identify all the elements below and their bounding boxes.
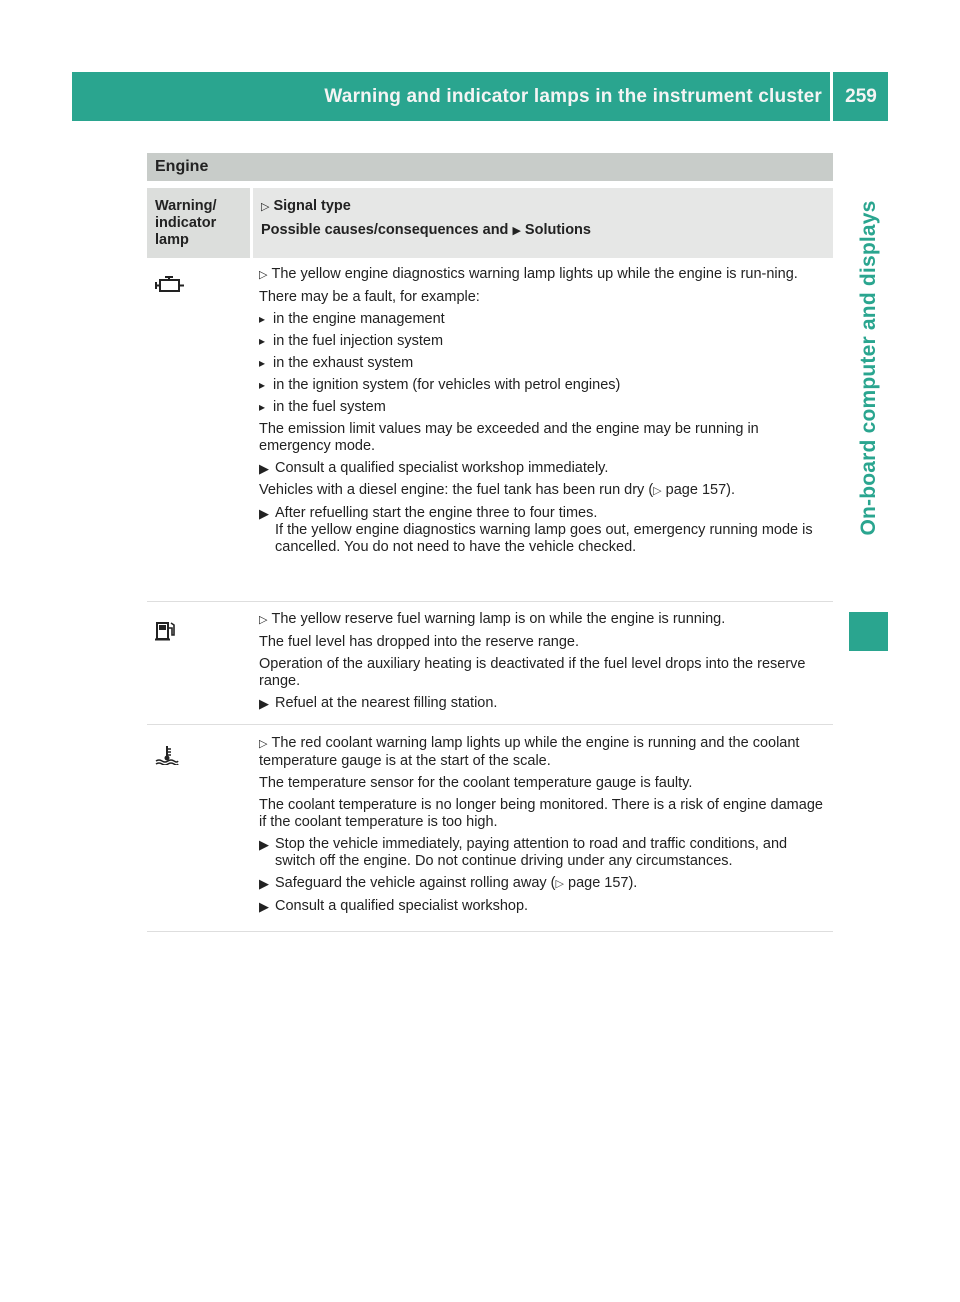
page-reference[interactable]: page 157).: [568, 875, 638, 891]
list-item: ▸ in the engine management: [259, 311, 825, 328]
solution-arrow-icon: ▶: [259, 837, 269, 852]
signal-text: The yellow engine diagnostics warning lamp lights up while the engine is run-ning.: [271, 266, 798, 282]
list-item: ▸ in the fuel system: [259, 399, 825, 416]
list-item: ▸ in the ignition system (for vehicles with petrol engines): [259, 377, 825, 394]
header-lamp-line-2: indicator: [155, 215, 217, 231]
solution-text: Consult a qualified specialist workshop immediately.: [275, 460, 609, 476]
page-reference-icon: ▷: [555, 878, 564, 890]
table-header: [147, 188, 833, 258]
cause-text: There may be a fault, for example:: [259, 289, 480, 305]
chapter-title: Warning and indicator lamps in the instrument cluster: [324, 86, 822, 107]
solution-text: Stop the vehicle immediately, paying attention to road and traffic conditions, and switch off the engine. Do not continue driving under any circumstances.: [275, 836, 788, 869]
header-signal-label: Signal type: [273, 198, 351, 214]
solution-arrow-icon: ▶: [259, 899, 269, 914]
solution-text: After refuelling start the engine three to four times.: [275, 505, 598, 521]
header-causes-label: Possible causes/consequences and: [261, 222, 509, 238]
solution-note: If the yellow engine diagnostics warning lamp goes out, emergency running mode is cancelled. You do not need to have the vehicle checked.: [275, 522, 813, 555]
solution-step: [259, 695, 825, 712]
table-row: [147, 735, 833, 932]
solution-arrow-icon: ▶: [259, 461, 269, 476]
header-lamp-line-1: Warning/: [155, 198, 217, 214]
reserve-fuel-icon: [155, 621, 187, 641]
signal-line: [259, 735, 825, 770]
solution-arrow-icon: ▶: [512, 225, 521, 237]
side-tab-label: On-board computer and displays: [856, 199, 880, 536]
side-marker: [849, 612, 888, 651]
side-chapter-tab: [849, 140, 888, 595]
cause-text: The temperature sensor for the coolant temperature gauge is faulty.: [259, 775, 693, 791]
consequence-text: The coolant temperature is no longer being monitored. There is a risk of engine damage if the coolant temperature is too high.: [259, 797, 823, 830]
signal-text: The yellow reserve fuel warning lamp is on while the engine is running.: [271, 611, 726, 627]
signal-line: [259, 611, 825, 629]
solution-text: Safeguard the vehicle against rolling away (: [275, 875, 556, 891]
table-row: [147, 266, 833, 602]
signal-type-icon: ▷: [259, 738, 268, 750]
page-reference-icon: ▷: [653, 485, 662, 497]
header-lamp-line-3: lamp: [155, 232, 189, 248]
solution-arrow-icon: ▶: [259, 876, 269, 891]
page-number: 259: [845, 86, 877, 107]
list-item: ▸ in the fuel injection system: [259, 333, 825, 350]
header-signal-line: [261, 198, 825, 216]
page-reference[interactable]: page 157).: [665, 482, 736, 498]
row-description: [259, 266, 825, 561]
solution-arrow-icon: ▶: [259, 506, 269, 521]
cause-text-prefix: Vehicles with a diesel engine: the fuel tank has been run dry (: [259, 482, 654, 498]
header-causes-line: [261, 222, 825, 240]
solution-step: [259, 460, 825, 477]
section-title: Engine: [147, 153, 833, 181]
header-solutions-label: Solutions: [524, 222, 591, 238]
signal-type-icon: ▷: [259, 614, 268, 626]
solution-step: [259, 505, 825, 556]
coolant-temperature-icon: [155, 745, 187, 765]
row-description: [259, 611, 825, 717]
signal-text: The red coolant warning lamp lights up while the engine is running and the coolant temperature gauge is at the start of the scale.: [259, 735, 800, 769]
solution-text: Refuel at the nearest filling station.: [275, 695, 498, 711]
consequence-text: The emission limit values may be exceeded and the engine may be running in emergency mode.: [259, 421, 759, 454]
header-lamp-column: [147, 188, 250, 258]
signal-line: [259, 266, 825, 284]
table-row: [147, 611, 833, 725]
solution-step: [259, 875, 825, 893]
solution-arrow-icon: ▶: [259, 696, 269, 711]
cause-text: [259, 482, 825, 500]
solution-step: [259, 898, 825, 915]
row-description: [259, 735, 825, 920]
signal-type-icon: ▷: [259, 269, 268, 281]
cause-text: The fuel level has dropped into the reserve range.: [259, 634, 580, 650]
engine-diagnostics-icon: [155, 276, 187, 296]
header-separator: [830, 72, 833, 121]
page-header: [72, 72, 888, 121]
solution-text: Consult a qualified specialist workshop.: [275, 898, 529, 914]
signal-type-icon: ▷: [261, 201, 270, 213]
header-description-column: [253, 188, 833, 258]
list-item: ▸ in the exhaust system: [259, 355, 825, 372]
consequence-text: Operation of the auxiliary heating is deactivated if the fuel level drops into the reserve range.: [259, 656, 806, 689]
solution-step: [259, 836, 825, 870]
